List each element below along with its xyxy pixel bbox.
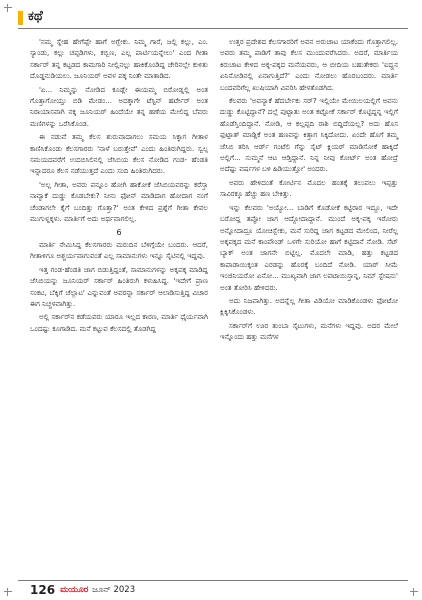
chapter-number: 6 xyxy=(116,227,122,237)
paragraph: ಸರ್ಕಾರ್‌ಗೆ ಊರ ತುಂಬಾ ಸೈಟುಗಳು, ಮನೆಗಳು ಇದ್ದವು. ಅದರ ಮೇಲೆ ಇನ್ನೊಂದು ಹತ್ತು ಮನೆಗಳ xyxy=(220,320,398,342)
paragraph: 'ನಮ್ಮ ಸ್ನೇಹ ಹೇಗೆಪ್ಪೇ ಹಾಗೆ ಅಗ್ಬೇಕು. ನಿಮ್ಮ ಗಾರೆ, ಜಲ್ಲಿ ಕಲ್ಲು, ಎಂ. ಸ್ಯಾಂಡು, ಕಲ್ಲು ಚಪ್ಪಡಿಗಳು, ಕಬ್ಬಿಣ, ಎಲ್ಲ ಪಾರ್ಟಿಯನ್ನೇಲು' ಎಂದ ಗೀತಾ ಸರ್ಕಾರ್ ತನ್ನ ಕಟ್ಟಡದ ಕಾಮಗಾರಿ ನೀಲ್ಲಿನಲ್ಲು ಹಾಕಿಕೊಂಡಿದ್ದ ಚೇರಿನಲ್ಲೇ ಕುಳಿತು ದೊಡ್ಡನುಡಿಯಲು. ಜೂನಿಯರ್ ಅವಳ ಪಕ್ಕ ನಿಂತೇ ಮಾತಾಡಿದ. xyxy=(30,37,208,81)
registration-mark-top-left xyxy=(4,4,12,12)
article-column-right xyxy=(220,36,398,345)
issue-date: ಜೂನ್ 2023 xyxy=(92,585,136,595)
paragraph: ಇತ್ತ ಗಂಡ-ಹೆಂಡತಿ ಜಾಗ ಬಿಡುತ್ತಿದ್ದಂತೆ, ಸಾಮಾನುಗಳನ್ನು ಅಕ್ಕಪಕ್ಕ ಮಾಡಿದ್ದ ಜೆಸಿಬಿಯನ್ನು ಜೂನಿಯರ್ ಸರ್ಕಾರ್ ಹಿಂತಿರುಗಿ ಕಳುಹಿಸಿದ್ದ. 'ಇದೇಗೆ ಪ್ರಾಣ ಸಂಕಟ, ಬೆಕ್ಕಿಗೆ ಚೆಲ್ಲಾಟ' ಎನ್ನುವಂತೆ ಅವರನ್ನಾ ಸರ್ಕಾರ್ ಆಲಾಡಿಸುತ್ತಿದ್ದ ವಿಚಾರ ಈಗ ನಿಚ್ಚಳವಾಗಿತ್ತು. xyxy=(30,264,208,308)
page-number: 126 xyxy=(30,583,56,597)
registration-mark-bottom-right xyxy=(410,588,418,596)
page-footer xyxy=(30,583,135,597)
paragraph: ಅಲ್ಲಿ ಸರ್ಕಾರ್‌ನ ಕಡೆಯವರು ಯಾರೂ ಇಲ್ಲದ ಕಾರಣ, ಮಾರ್ತಿ ಧೈರ್ಯವಾಗಿ ಒಂದಷ್ಟು ಕೂಗಾಡಿದ. ಮನೆ ಕಟ್ಟುವ ಕೆಲಸದಲ್ಲಿ ತೊಡಗಿದ್ದ xyxy=(30,312,208,333)
paragraph: ಕೆಲವರು 'ಅವನ್ಯಾಕೆ ಹೆದರ್ಬೇಕು ಸರ್? ಇಲ್ಲಿಯೇ ಮೇಯಿಲಯಲ್ಲಿಗೆ ಅವನು ದುಡ್ಡು ಕೊಟ್ಟಿದ್ದಾನೆ? ದಲ್ಲೆ ಪುಟ್ಟಾತು ಅಂತ ಕಟ್ಟೋಕೆ ಸರ್ಕಾರ್ ಕೊಟ್ಟಿದ್ದನ್ನ ಇಲ್ಲಿಗೆ ಹೊಡೆಸ್ತಿಂದಿದ್ದಾನೆ. ನೋಡಿ, ಆ ಕಲ್ಲಪ್ಪದಿ ರಾಶಿ ಬಿದ್ದಿದೆಯಲ್ಲ? ಅದು ಹೊಸ ಫುಟ್ಪಾತ್ ಮಾಡ್ಲಿಕೆ ಅಂತ ಹಣವನ್ನು ಕಿತ್ತಾಗ ಸಿಕ್ಕಿದೋದು. ಏಂದೇ ಹೊಗೆ ತಮ್ಮ ಜೆಸಿಬಿ ತರಿಸಿ ಆರ್ಡ್ ಗಂಟೆಲಿ ಗೆನ್ನು ಸೈಟ್ ಕ್ಲಿಯರ್ ಮಾಡಿಸೋಕೆ ಹಾಕ್ಕಿದೆ ಅಲ್ಲಿಗೆ... ಸುಮ್ಮನೆ ಆಟ ಆಡ್ತಿದ್ದಾನೆ. ನಿನ್ನ ನೀವು ಕೋರ್ಟ್ ಅಂತ ಹೋದ್ರೆ ಅದೆಷ್ಟು ವರ್ಷಗಳ ಬಳಿ ಹಿಡಿಯುತ್ತೋ' ಅಂದರು. xyxy=(220,96,398,174)
registration-mark-bottom-left xyxy=(4,588,12,596)
paragraph: 'ಅಲ್ಲ ಗೀತಾ, ಅವರು ಪನ್ನೂಂ ಹೋಗಿ ಹಾಕೋಕೆ ಜೆಸಿಬಿಯವರನ್ನು ಕರೆಸ್ತಾ ನಾವ್ಯಾಕೆ ದುಡ್ಡು ಕೊಡಬೇಕು? ನೀನು ಫೋನ್ ಮಾಡಿದಾಗ ಹೋದಾಗ ನಂಗೆ ಚೆಂಡಾಗಲೇ ಕೈಗೆ ಬಂದಿತ್ತು ಗೊತ್ತಾ?' ಅಂತ ಕೇಳಿದ ಪ್ರಶ್ನೆಗೆ ಗೀತಾ ಕೇವಲ ಮುಗುಳ್ನಕ್ಕಳು. ಮಾರ್ತಿಗೆ ಅದು ಅರ್ಥವಾಗಲಿಲ್ಲ. xyxy=(30,179,208,224)
paragraph: ಈ ನಡುವೆ ತಮ್ಮ ಕೆಲಸ ಶುರುವಾದಾಗಲು ಸಮಯ ಸಿಕ್ಕಾಗ ಗೀತಾಳ ಕಾಣಿಸಿಕೊಂಡು ಕೆಲಸಗಾರರು 'ನಾಳೆ ಬರುತ್ತೇವೆ' ಎಂದು ಹಿಂತಿರುಗಿದ್ದರು. ಸ್ವಲ್ಪ ಸಮಯದವರೆಗೆ ಉದಬಿಸಿಲಿನಲ್ಲಿ ಜೆಸಿಬಿಯ ಕೆಲಸ ನೋಡಿದ ಗಂಡ- ಹೆಂಡತಿ ಇನ್ನಾದರೂ ಕೆಲಸ ನಡೆಯುತ್ತದೆ ಎಂದು ಸಂದಿ ಹಿಂತಿರುಗಿದರು. xyxy=(30,132,208,176)
paragraph: ಅವರು ಹೇಳಿದಂತೆ ಕೋರ್ಟಿನ ಮೊದಲ ಹಂತಕ್ಕೆ ತಲುಪಲು ಇಪ್ಪತ್ತು ಸಾವಿರಕ್ಕೂ ಹೆಚ್ಚು ಹಣ ಬೇಕಿತ್ತು. xyxy=(220,177,398,199)
footer-rule xyxy=(18,580,408,581)
header-rule xyxy=(18,28,408,29)
paragraph: ಮಾರ್ತಿ ನೇಮಿಸಿದ್ದ ಕೆಲಸಗಾರರು ಮರುದಿನ ಬೆಳಿಗ್ಗೆಯೇ ಬಂದರು. ಆದರೆ, ಗೀತಾಳಿಗೂ ಅಶ್ಚರ್ಯವಾಗುವಂತೆ ಎಲ್ಲ ಸಾಮಾನುಗಳು ಇನ್ನೂ ಸೈಟಿನಲ್ಲಿ ಇದ್ದವು. xyxy=(30,239,208,261)
paragraph: ಇನ್ನು ಕೆಲವರು 'ಅಯ್ಯೋ... ಬಾಡಿಗೆ ಕೊಡೋಕೆ ಕಟ್ಟಿರಾರ ಇದ್ದೂ, ಇದೇ ಬರೋದ್ದ ತಪ್ಪೋ ಜಾಗ ಆದ್ದೋದಾದ್ದಾನೆ. ಮುಂದೆ ಅಕ್ಕ-ಪಕ್ಕ ಇರೋರು ಅನ್ನೋದಾದ್ರೂ ಯೋಚಿಸ್ಬೇಕು, ಮನೆ ಸುರಿದ್ದ ಜಾಗ ಕಟ್ಟಡದ ಮೇಲಿಂದ, ನೀರೆಲ್ಲ ಅಕ್ಕಪಕ್ಕದ ಮನೆ ಕಾಂಪೌಂಡ್ ಒಳಗೇ ಸುರಿಯೋ ಹಾಗೆ ಕಟ್ಟಿದಾನೆ ನೋಡಿ. ಸೆಟ್ ಬ್ಯಾಕ್ ಅಂತ ಜಾಗನೇ ಬಿಟ್ಟಿಲ್ಲ. ಮೊದಲೇ ಮಾಡಿ, ಹತ್ತು ಕಟ್ಟಡದ ಕಾಪಾಡಾಯಿಕ್ಕಂತ ಎರಡನ್ನು ಹೊರಕ್ಕೆ ಬಂದಿದೆ ನೋಡಿ. ಯಾರ್ ಸೀಮೆ ಇಂಜಿನಿಯರೋ ಏನೋ... ಮುಖ್ಯವಾಗಿ ಜಾಗ ಲಪಟಾಯಿಸ್ತಾನ್ನ, ನಿಮ್ ಸ್ಟೇಷನು' ಅಂತ ತೋರಿಸಿ ಹೇಳಿದರು. xyxy=(220,202,398,292)
magazine-logo: ಮಯೂರ xyxy=(60,585,89,595)
section-label: ಕಥೆ xyxy=(28,9,43,24)
paragraph: 'ಏ... ನಿಮ್ಮನ್ನು ನೋಡಿದ ಕೂಡ್ಲೇ ಈಯಮ್ಮ ಬಿರೋಡ್ನಲ್ಲಿ ಅಂತ ಗೊತ್ತಾಗೋಯ್ತು ಬಿಡಿ ಮೇಡಂ... ಅದಕ್ಕಾಗೇ ಟೆಸ್ಟಿನ್ ಹರ್ಟೇರ್ ಅಂತ ನಿರಾಯಾಸವಾಗಿ ನಕ್ಕ ಜೂನಿಯರ್ ಹಿಂದೆಯೇ ತನ್ನ ಹಣೆಯ ಮೇಲಿದ್ದ ಬೆವರು ಮಣಿಗಳನ್ನು ಒರೆಸಿಕೊಂಡ. xyxy=(30,84,208,128)
paragraph: ಉತ್ತರ ಪ್ರದೇಶದ ಕೆಲಸಗಾರರಿಗೆ ಅವನ ಅರುಚಾಟ ಯಾಕೆಂದು ಗೊತ್ತಾಗಲಿಲ್ಲ. ಅವರು ತಮ್ಮ ಪಾಡಿಗೆ ತಾವು ಕೆಲಸ ಮುಂದುವರೆಸಿದರು. ಅದರೆ, ಮಾರ್ತಿಯ ಕಿರುಚಾಟ ಕೇಳಿದ ಅಕ್ಕ-ಪಕ್ಕದ ಮನೆಯವರು, ಆ ಬೀದಿಯ ಬಹುತೇಕರು 'ಐದ್ಹನ ಏನಿನೋಡಿನಲ್ಲಿ ಏನಾಗುತ್ತಿದೆ?' ಎಂದು ನೋಡಲು ಹೊರಬಂದರು. ಮಾರ್ತಿ ಬಂದವರಿಗೆಲ್ಲ ಖುಷಿಯಾಗಿ ವಿವರಿಸಿ ಹೇಳತೊಡಗಿದ. xyxy=(220,37,398,92)
paragraph: ಅದು ನಿಜವಾಗಿತ್ತು. ಅದನ್ನೆಲ್ಲ ಗೀತಾ ವಿಡಿಯೋ ಮಾಡಿಕೊಂಡಳು ಫೋಟೋ ಕ್ಲಿಕ್ಕಿಸಿಕೊಂಡಳು. xyxy=(220,295,398,317)
article-column-left xyxy=(30,36,208,336)
section-color-bar xyxy=(18,11,23,25)
